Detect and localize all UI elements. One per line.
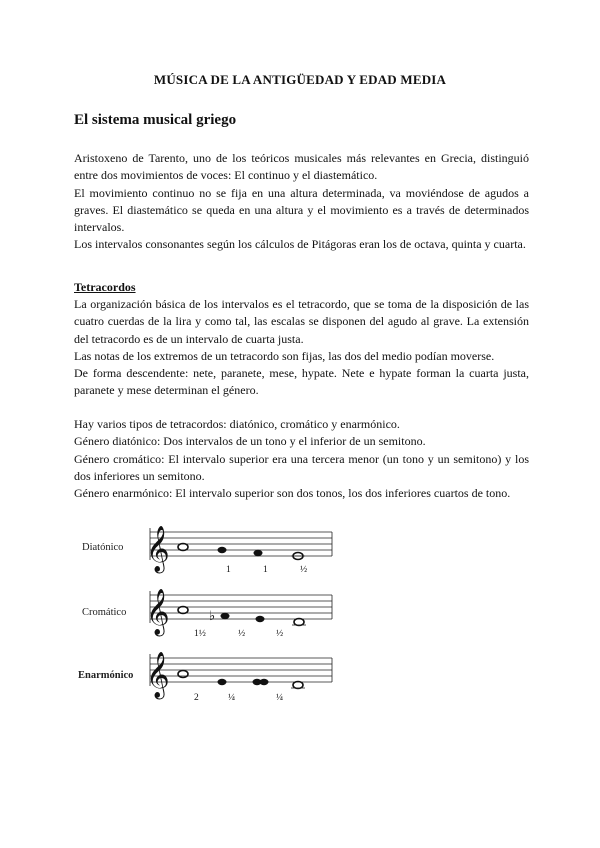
interval-label: 1 (263, 565, 268, 575)
paragraph: Hay varios tipos de tetracordos: diatónico, cromático y enarmónico. (74, 417, 400, 431)
staff-enarmonico (78, 652, 332, 703)
staff-label: Diatónico (82, 542, 124, 553)
treble-clef-icon: 𝄞 (146, 652, 170, 698)
note-mese (254, 550, 263, 556)
note-nete (178, 671, 188, 678)
paragraph: Género cromático: El intervalo superior era una tercera menor (un tono y un semitono) y los dos inferiores un semitono. (74, 451, 529, 483)
paragraph: Las notas de los extremos de un tetracordo son fijas, las dos del medio podían moverse. (74, 348, 495, 363)
note-nete (178, 607, 188, 614)
paragraph: El movimiento continuo no se fija en una altura determinada, va moviéndose de agudos a graves. El diastemático se queda en una altura y el movimiento es a través de determinados intervalos. (74, 185, 529, 235)
note-mese-sharp (260, 679, 269, 685)
note-hypate (294, 619, 304, 626)
interval-label: ½ (238, 629, 246, 639)
paragraph: Género diatónico: Dos intervalos de un tono y el inferior de un semitono. (74, 434, 426, 449)
staff-cromatico (82, 589, 332, 639)
paragraph: Aristoxeno de Tarento, uno de los teóricos musicales más relevantes en Grecia, distinguió entre dos movimientos de voces: El continuo y el diastemático. (74, 151, 529, 183)
staff-label: Enarmónico (78, 670, 134, 681)
note-mese (256, 616, 265, 622)
staff-label: Cromático (82, 607, 127, 618)
interval-label: 2 (194, 693, 199, 703)
paragraph: De forma descendente: nete, paranete, mese, hypate. Nete e hypate forman la cuarta justa, paranete y mese determinan el género. (74, 366, 529, 398)
paragraph: La organización básica de los intervalos es el tetracordo, que se toma de la disposición de las cuatro cuerdas de la lira y como tal, las escalas se disponen del agudo al grave. La extensión del tetracordo es de un intervalo de cuarta justa. (74, 297, 529, 346)
interval-label: ½ (276, 629, 284, 639)
note-paranete (218, 679, 227, 685)
staff-lines (150, 591, 332, 623)
section-title: El sistema musical griego (74, 112, 237, 128)
tetracordos-text (74, 296, 529, 400)
note-hypate (293, 682, 303, 689)
tetrachord-notation-figure (70, 510, 350, 710)
interval-label: ¼ (228, 693, 236, 703)
genres-text (74, 416, 529, 502)
paragraph: Género enarmónico: El intervalo superior son dos tonos, los dos inferiores cuartos de tono. (74, 486, 511, 501)
interval-label: ½ (300, 565, 308, 575)
subsection-title: Tetracordos (74, 280, 136, 294)
note-paranete (221, 613, 230, 619)
page-title: MÚSICA DE LA ANTIGÜEDAD Y EDAD MEDIA (153, 72, 447, 87)
interval-label: 1 (226, 565, 231, 575)
intro-text (74, 150, 529, 254)
treble-clef-icon: 𝄞 (146, 526, 170, 572)
note-paranete (218, 547, 227, 553)
treble-clef-icon: 𝄞 (146, 589, 170, 635)
staff-diatonico (82, 526, 332, 575)
interval-label: ¼ (276, 693, 284, 703)
flat-icon: ♭ (209, 609, 216, 624)
paragraph: Los intervalos consonantes según los cálculos de Pitágoras eran los de octava, quinta y cuarta. (74, 237, 526, 252)
note-nete (178, 544, 188, 551)
staff-lines (150, 528, 332, 560)
interval-label: 1½ (194, 629, 206, 639)
staff-lines (150, 654, 332, 686)
